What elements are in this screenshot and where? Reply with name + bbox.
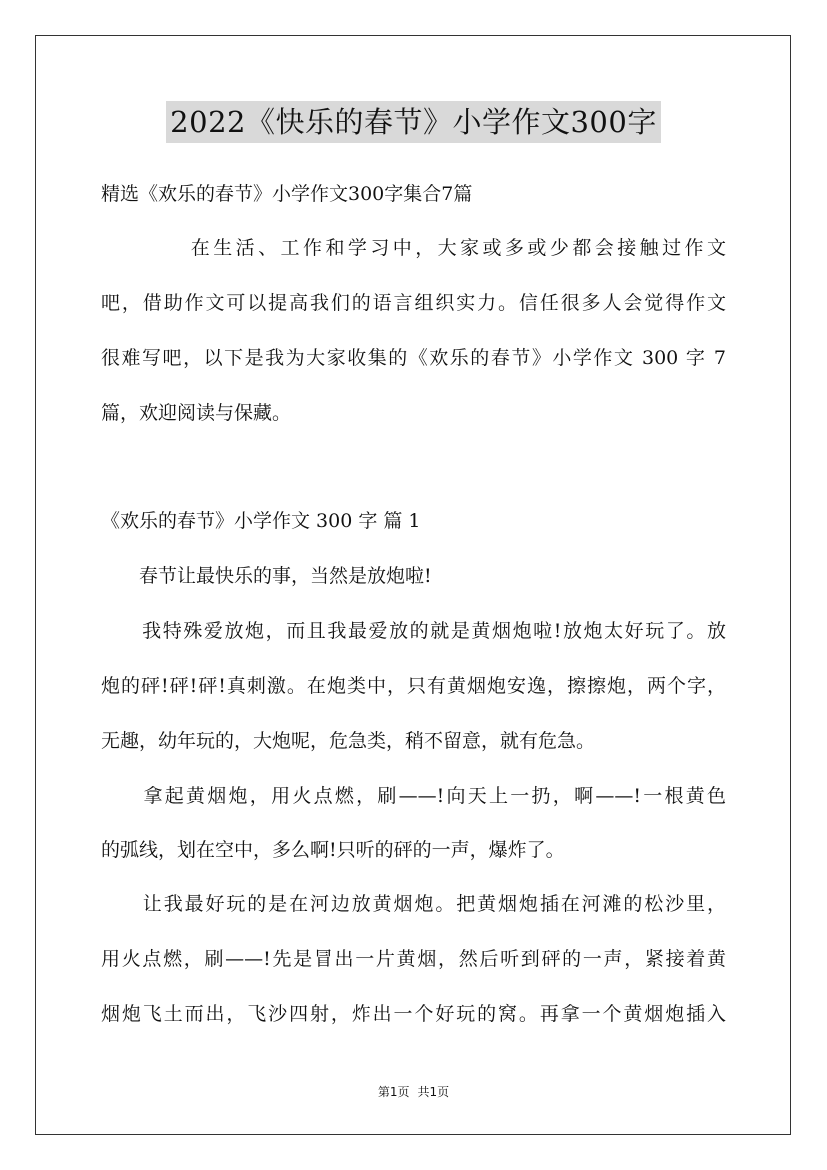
body-line: 的弧线，划在空中，多么啊!只听的砰的一声，爆炸了。 [101,839,565,861]
intro-line: 吧，借助作文可以提高我们的语言组织实力。信任很多人会觉得作文 [101,292,726,314]
page-number: 第1页 [377,1085,410,1099]
body-line: 无趣，幼年玩的，大炮呢，危急类，稍不留意，就有危急。 [101,730,596,752]
body-line: 炮的砰!砰!砰!真刺激。在炮类中，只有黄烟炮安逸，擦擦炮，两个字， [101,675,726,697]
body-line: 让我最好玩的是在河边放黄烟炮。把黄烟炮插在河滩的松沙里， [101,893,726,915]
section-heading: 《欢乐的春节》小学作文 300 字 篇 1 [101,510,421,532]
intro-line: 篇，欢迎阅读与保藏。 [101,402,292,424]
document-title: 2022《快乐的春节》小学作文300字 [166,101,661,143]
page-footer [0,1084,827,1100]
body-line: 春节让最快乐的事，当然是放炮啦! [101,565,432,587]
body-line: 烟炮飞土而出，飞沙四射，炸出一个好玩的窝。再拿一个黄烟炮插入 [101,1003,726,1025]
page-total: 共1页 [417,1085,450,1099]
body-line: 用火点燃，刷——!先是冒出一片黄烟，然后听到砰的一声，紧接着黄 [101,948,726,970]
body-line: 我特殊爱放炮，而且我最爱放的就是黄烟炮啦!放炮太好玩了。放 [101,620,726,642]
title-container [0,101,827,143]
document-subtitle: 精选《欢乐的春节》小学作文300字集合7篇 [101,183,473,205]
body-line: 拿起黄烟炮，用火点燃，刷——!向天上一扔，啊——!一根黄色 [101,785,726,807]
intro-line: 在生活、工作和学习中，大家或多或少都会接触过作文 [101,237,726,259]
intro-line: 很难写吧，以下是我为大家收集的《欢乐的春节》小学作文 300 字 7 [101,347,726,369]
